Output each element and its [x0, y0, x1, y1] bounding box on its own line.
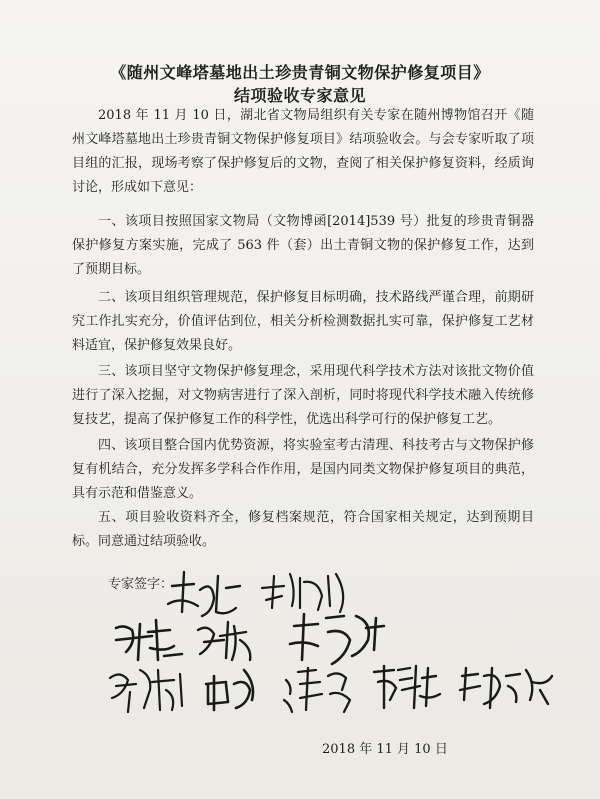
signature-10	[460, 668, 552, 708]
paragraph-opinion-4: 四、该项目整合国内优势资源，将实验室考古清理、科技考古与文物保护修复有机结合，充分发挥多学科合作作用，是国内同类文物保护修复项目的典范，具有示范和借鉴意义。	[72, 438, 534, 501]
paragraph-opinion-3: 三、该项目坚守文物保护修复理念，采用现代科学技术方法对该批文物价值进行了深入挖掘，对文物病害进行了深入剖析，同时将现代科学技术融入传统修复技艺，提高了保护修复工作的科学性，优选出科学可行的保护修复工艺。	[72, 364, 534, 427]
document-title: 《随州文峰塔墓地出土珍贵青铜文物保护修复项目》	[110, 63, 490, 82]
signature-4	[198, 622, 250, 660]
signature-label: 专家签字：	[108, 577, 174, 592]
signature-6	[110, 670, 182, 712]
paragraph-intro: 2018 年 11 月 10 日，湖北省文物局组织有关专家在随州博物馆召开《随州文峰塔墓地出土珍贵青铜文物保护修复项目》结项验收会。与会专家听取了项目组的汇报，现场考察了保护修复后的文物，查阅了相关保护修复资料，经质询讨论，形成如下意见：	[72, 108, 534, 195]
document-subtitle: 结项验收专家意见	[233, 86, 366, 105]
paragraph-opinion-5: 五、项目验收资料齐全，修复档案规范，符合国家相关规定，达到预期目标。	[72, 510, 534, 549]
signature-1	[168, 572, 240, 616]
signature-9	[374, 666, 440, 708]
signature-5	[290, 614, 384, 664]
signature-7	[206, 670, 253, 710]
paragraph-conclusion: 同意通过结项验收。	[98, 534, 216, 549]
signature-2	[262, 574, 343, 612]
signature-8	[284, 668, 350, 712]
signature-3	[116, 620, 182, 660]
document-date: 2018 年 11 月 10 日	[322, 742, 448, 757]
paragraph-opinion-1: 一、该项目按照国家文物局（文物博函[2014]539 号）批复的珍贵青铜器保护修复方案实施，完成了 563 件（套）出土青铜文物的保护修复工作，达到了预期目标。	[72, 214, 534, 277]
paragraph-opinion-2: 二、该项目组织管理规范，保护修复目标明确，技术路线严谨合理，前期研究工作扎实充分，价值评估到位，相关分析检测数据扎实可靠，保护修复工艺材料适宜，保护修复效果良好。	[72, 290, 534, 353]
